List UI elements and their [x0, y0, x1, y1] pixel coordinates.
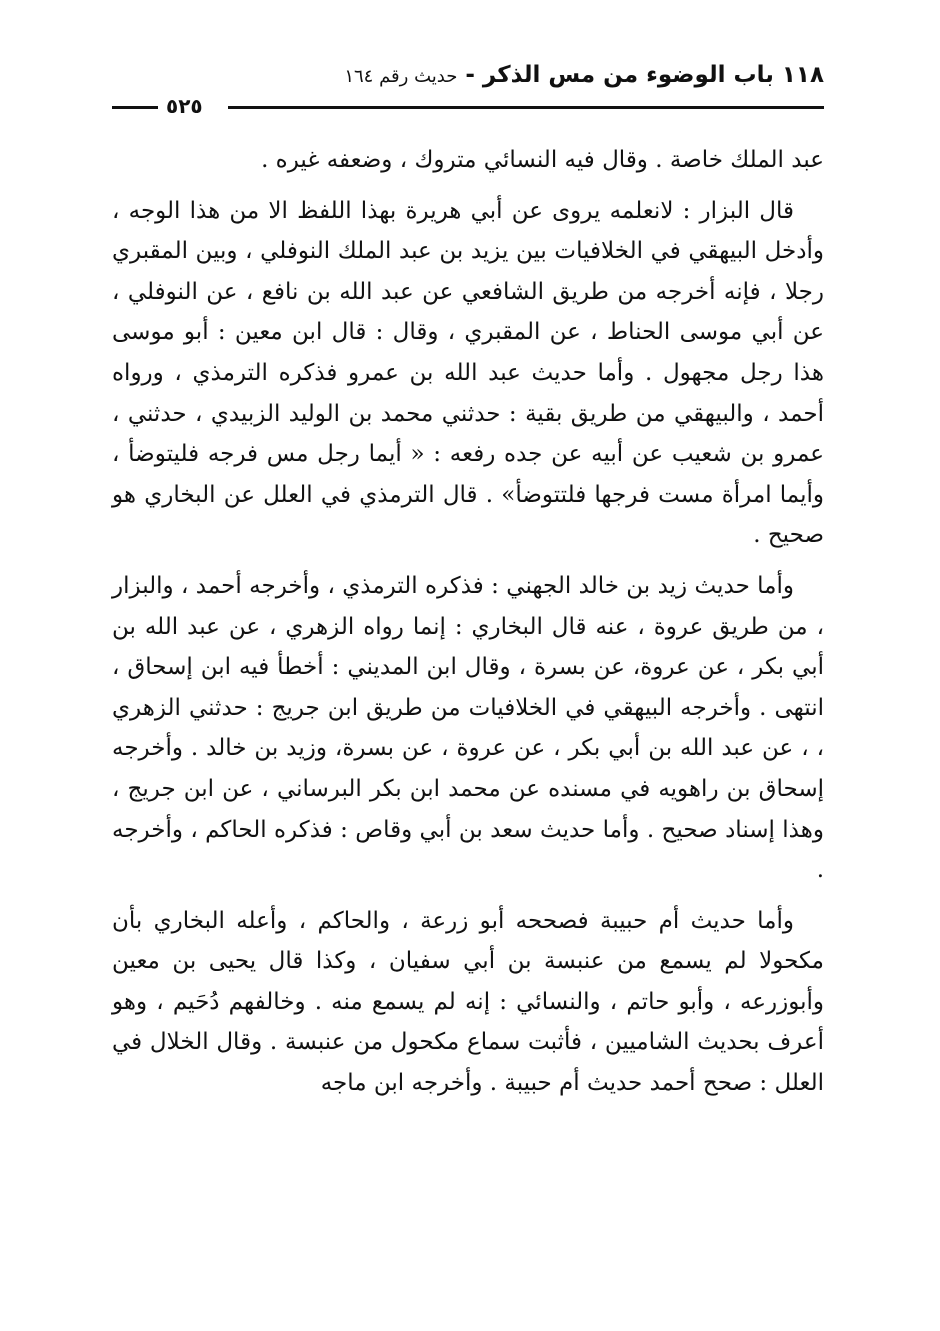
page-body — [112, 140, 824, 1104]
chapter-title: ١١٨ باب الوضوء من مس الذكر — [482, 62, 824, 88]
header-rule-short — [112, 106, 158, 109]
paragraph-2: قال البزار : لانعلمه يروى عن أبي هريرة بهذا اللفظ الا من هذا الوجه ، وأدخل البيهقي في الخلافيات بين يزيد بن عبد الملك النوفلي ، وبين المقبري رجلا ، فإنه أخرجه من طريق الشافعي عن عبد الله بن نافع ، عن النوفلي ، عن أبي موسى الحناط ، عن المقبري ، وقال : قال ابن معين : أبو موسى هذا رجل مجهول . وأما حديث عبد الله بن عمرو فذكره الترمذي ، ورواه أحمد ، والبيهقي من طريق بقية : حدثني محمد بن الوليد الزبيدي ، حدثني ، عمرو بن شعيب عن أبيه عن جده رفعه : « أيما رجل مس فرجه فليتوضأ ، وأيما امرأة مست فرجها فلتتوضأ» . قال الترمذي في العلل عن البخاري هو صحيح . — [112, 197, 824, 549]
page-number: ٥٢٥ — [166, 94, 203, 118]
paragraph-1: عبد الملك خاصة . وقال فيه النسائي متروك ، وضعفه غيره . — [261, 147, 824, 173]
header-rule — [228, 106, 824, 109]
page-header — [112, 62, 824, 118]
paragraph-4: وأما حديث أم حبيبة فصححه أبو زرعة ، والحاكم ، وأعله البخاري بأن مكحولا لم يسمع من عنبسة بن أبي سفيان ، وكذا قال يحيى بن معين وأبوزرعه ، وأبو حاتم ، والنسائي : إنه لم يسمع منه . وخالفهم دُحَيم ، وهو أعرف بحديث الشاميين ، فأثبت سماع مكحول من عنبسة . وقال الخلال في العلل : صحح أحمد حديث أم حبيبة . وأخرجه ابن ماجه — [112, 907, 824, 1097]
title-separator: - — [465, 62, 475, 88]
paragraph-3: وأما حديث زيد بن خالد الجهني : فذكره الترمذي ، وأخرجه أحمد ، والبزار ، من طريق عروة ، عنه قال البخاري : إنما رواه الزهري ، عن عبد الله بن أبي بكر ، عن عروة، عن بسرة ، وقال ابن المديني : أخطأ فيه ابن إسحاق ، انتهى . وأخرجه البيهقي في الخلافيات من طريق ابن جريج : حدثني الزهري ، ، عن عبد الله بن أبي بكر ، عن عروة ، عن بسرة، وزيد بن خالد . وأخرجه إسحاق بن راهويه في مسنده عن محمد ابن بكر البرساني ، عن ابن جريج ، وهذا إسناد صحيح . وأما حديث سعد بن أبي وقاص : فذكره الحاكم ، وأخرجه . — [112, 572, 824, 884]
chapter-heading — [344, 62, 824, 88]
hadith-number: حديث رقم ١٦٤ — [344, 66, 458, 87]
